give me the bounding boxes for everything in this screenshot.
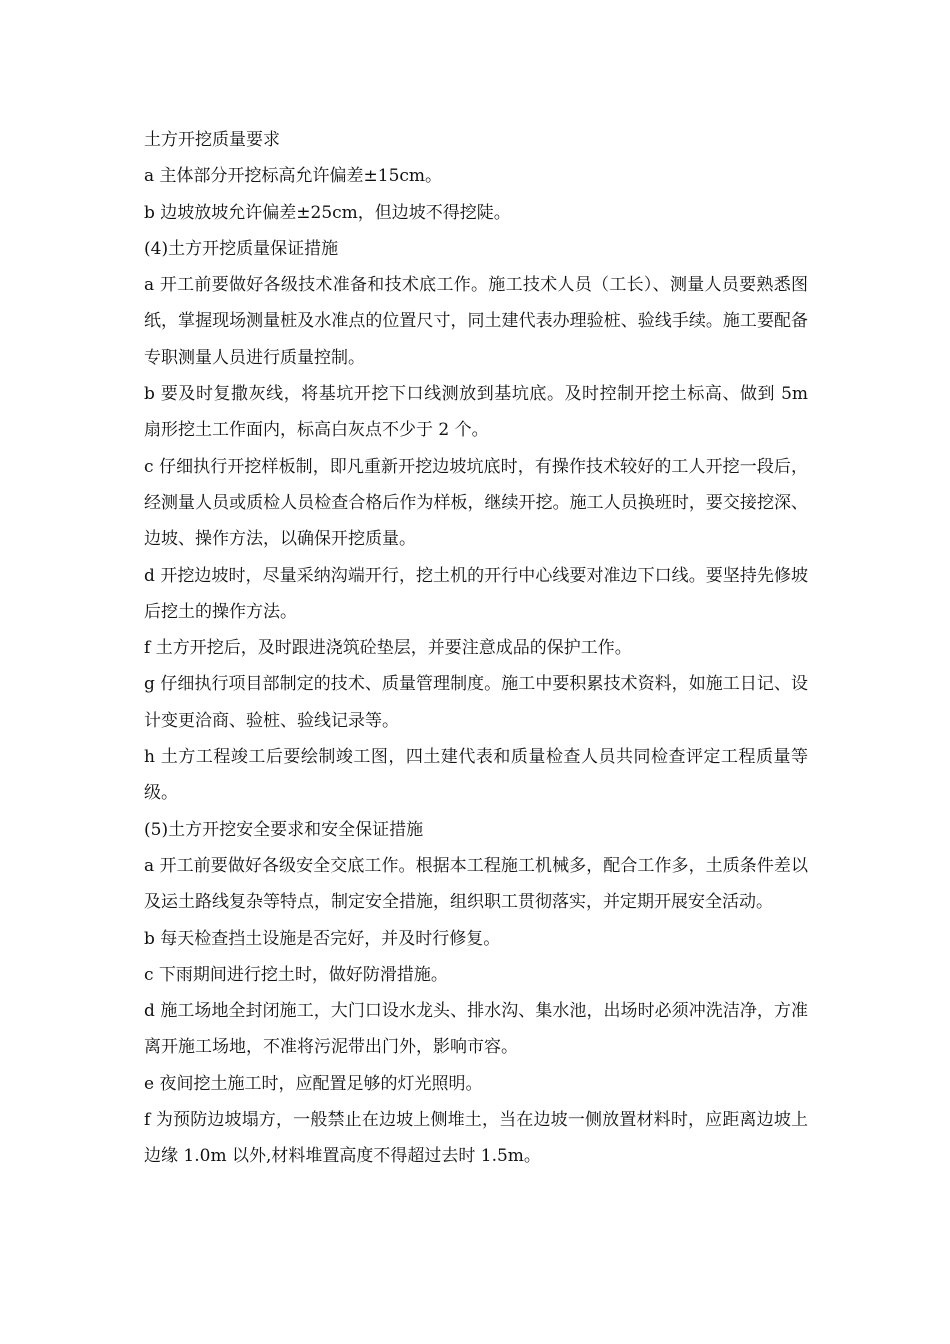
- paragraph: b 每天检查挡土设施是否完好，并及时行修复。: [144, 928, 501, 949]
- paragraph: e 夜间挖土施工时，应配置足够的灯光照明。: [144, 1073, 483, 1094]
- paragraph: d 开挖边坡时，尽量采纳沟端开行，挖土机的开行中心线要对准边下口线。要坚持先修坡后挖土的操作方法。: [144, 565, 808, 622]
- paragraph: h 土方工程竣工后要绘制竣工图，四土建代表和质量检查人员共同检查评定工程质量等级。: [144, 747, 808, 804]
- section-heading: (5)土方开挖安全要求和安全保证措施: [144, 819, 424, 840]
- paragraph: a 开工前要做好各级技术准备和技术底工作。施工技术人员（工长）、测量人员要熟悉图纸，掌握现场测量桩及水准点的位置尺寸，同土建代表办理验桩、验线手续。施工要配备专职测量人员进行质量控制。: [144, 275, 808, 368]
- document-body: [144, 122, 808, 1175]
- section-heading: (4)土方开挖质量保证措施: [144, 238, 339, 259]
- paragraph: b 要及时复撒灰线，将基坑开挖下口线测放到基坑底。及时控制开挖土标高、做到 5m 扇形挖土工作面内，标高白灰点不少于 2 个。: [144, 384, 808, 441]
- paragraph: c 下雨期间进行挖土时，做好防滑措施。: [144, 964, 448, 985]
- paragraph: c 仔细执行开挖样板制，即凡重新开挖边坡坑底时，有操作技术较好的工人开挖一段后，经测量人员或质检人员检查合格后作为样板，继续开挖。施工人员换班时，要交接挖深、边坡、操作方法，以确保开挖质量。: [144, 456, 808, 550]
- paragraph: f 土方开挖后，及时跟进浇筑砼垫层，并要注意成品的保护工作。: [144, 638, 632, 659]
- paragraph: f 为预防边坡塌方，一般禁止在边坡上侧堆土，当在边坡一侧放置材料时，应距离边坡上边缘 1.0m 以外,材料堆置高度不得超过去时 1.5m。: [144, 1110, 808, 1167]
- paragraph: a 开工前要做好各级安全交底工作。根据本工程施工机械多，配合工作多，土质条件差以及运土路线复杂等特点，制定安全措施，组织职工贯彻落实，并定期开展安全活动。: [144, 855, 808, 913]
- paragraph: a 主体部分开挖标高允许偏差±15cm。: [144, 166, 443, 187]
- paragraph: g 仔细执行项目部制定的技术、质量管理制度。施工中要积累技术资料，如施工日记、设计变更洽商、验桩、验线记录等。: [144, 674, 808, 731]
- paragraph: b 边坡放坡允许偏差±25cm，但边坡不得挖陡。: [144, 202, 511, 223]
- paragraph: d 施工场地全封闭施工，大门口设水龙头、排水沟、集水池，出场时必须冲洗洁净，方准离开施工场地，不准将污泥带出门外，影响市容。: [144, 1001, 808, 1058]
- section-heading: 土方开挖质量要求: [144, 130, 280, 150]
